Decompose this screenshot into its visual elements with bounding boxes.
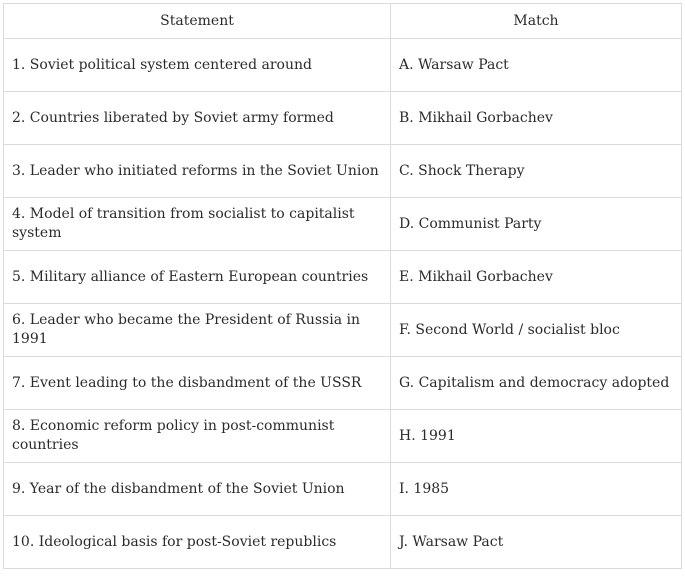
statement-cell: 2. Countries liberated by Soviet army formed bbox=[4, 92, 391, 145]
statement-cell: 6. Leader who became the President of Russia in 1991 bbox=[4, 304, 391, 357]
header-match: Match bbox=[391, 4, 682, 39]
table-row bbox=[4, 198, 682, 251]
statement-cell: 8. Economic reform policy in post-communist countries bbox=[4, 410, 391, 463]
table-row bbox=[4, 410, 682, 463]
match-cell: C. Shock Therapy bbox=[391, 145, 682, 198]
table-row bbox=[4, 357, 682, 410]
match-cell: H. 1991 bbox=[391, 410, 682, 463]
statement-cell: 7. Event leading to the disbandment of the USSR bbox=[4, 357, 391, 410]
statement-cell: 9. Year of the disbandment of the Soviet Union bbox=[4, 463, 391, 516]
statement-cell: 4. Model of transition from socialist to capitalist system bbox=[4, 198, 391, 251]
table-row bbox=[4, 145, 682, 198]
statement-cell: 10. Ideological basis for post-Soviet republics bbox=[4, 516, 391, 569]
table-header-row bbox=[4, 4, 682, 39]
table-row bbox=[4, 92, 682, 145]
match-cell: F. Second World / socialist bloc bbox=[391, 304, 682, 357]
match-cell: I. 1985 bbox=[391, 463, 682, 516]
match-cell: A. Warsaw Pact bbox=[391, 39, 682, 92]
match-table bbox=[3, 3, 682, 569]
statement-cell: 3. Leader who initiated reforms in the Soviet Union bbox=[4, 145, 391, 198]
match-cell: D. Communist Party bbox=[391, 198, 682, 251]
table-row bbox=[4, 463, 682, 516]
match-cell: E. Mikhail Gorbachev bbox=[391, 251, 682, 304]
header-statement: Statement bbox=[4, 4, 391, 39]
statement-cell: 5. Military alliance of Eastern European countries bbox=[4, 251, 391, 304]
match-cell: G. Capitalism and democracy adopted bbox=[391, 357, 682, 410]
table-row bbox=[4, 516, 682, 569]
statement-cell: 1. Soviet political system centered around bbox=[4, 39, 391, 92]
match-cell: J. Warsaw Pact bbox=[391, 516, 682, 569]
match-cell: B. Mikhail Gorbachev bbox=[391, 92, 682, 145]
table-row bbox=[4, 39, 682, 92]
match-table-container bbox=[3, 3, 682, 569]
table-row bbox=[4, 304, 682, 357]
table-row bbox=[4, 251, 682, 304]
